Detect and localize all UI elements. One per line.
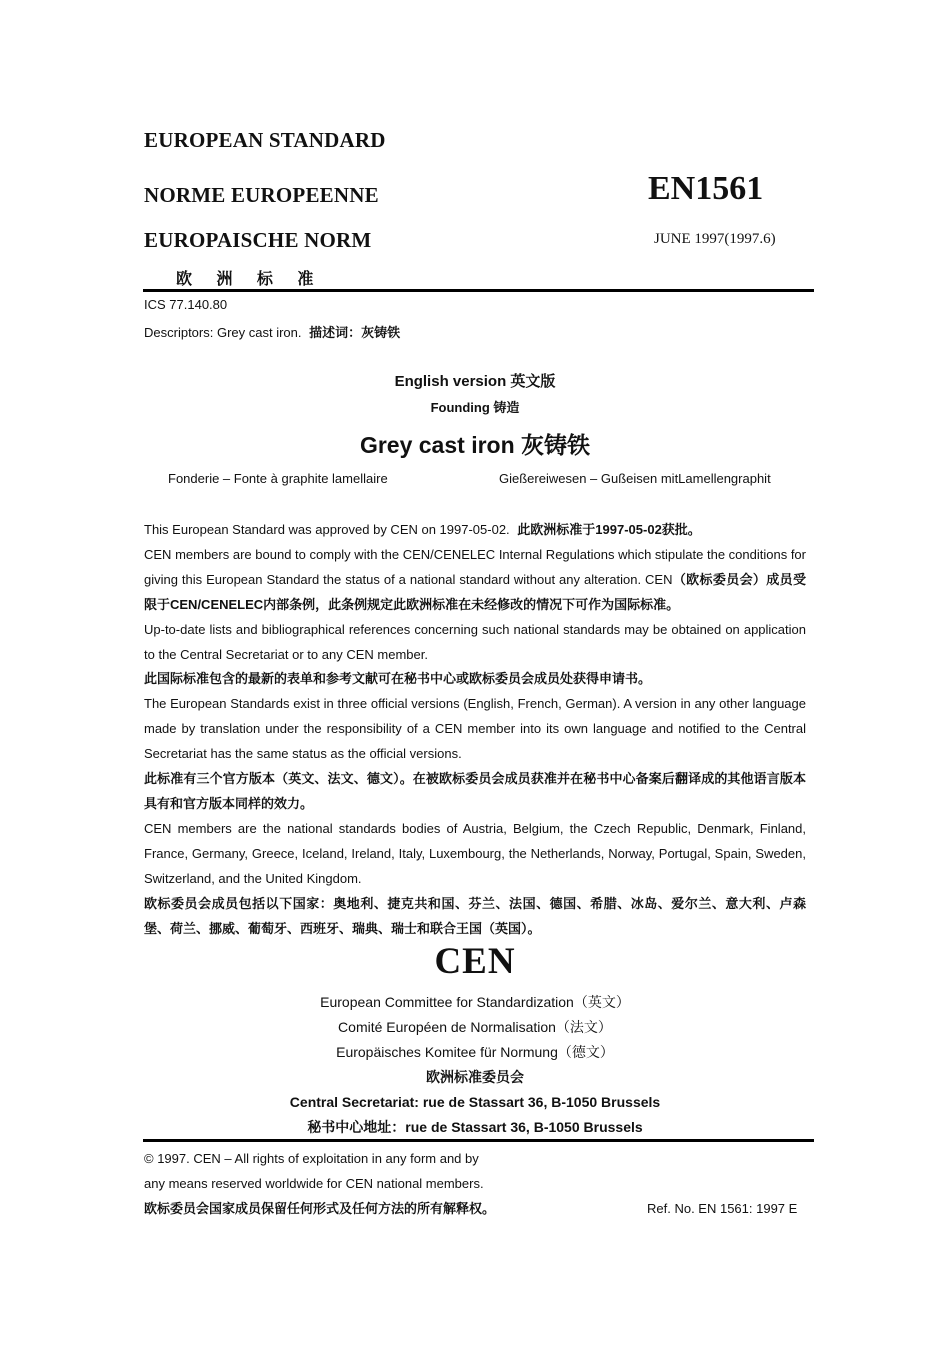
header-chinese-title: 欧 洲 标 准 [176,271,324,288]
cen-name-cn: 欧洲标准委员会 [426,1069,524,1085]
german-title: Gießereiwesen – Gußeisen mitLamellengraphit [499,471,771,486]
versions-paragraph: The European Standards exist in three official versions (English, French, German). A version in any other language made by translation under the responsibility of a CEN member into its own language and notified to the Central Secretariat has the same status as the official versions. [144,696,806,762]
versions-cn: 此标准有三个官方版本（英文、法文、德文）。在被欧标委员会成员获准并在秘书中心备案后翻译成的其他语言版本具有和官方版本同样的效力。 [144,771,806,811]
copyright-line-1: © 1997. CEN – All rights of exploitation in any form and by [144,1151,479,1166]
cen-name-de: Europäisches Komitee für Normung（德文） [336,1044,614,1060]
cen-info [0,990,950,1140]
copyright-line-cn: 欧标委员会国家成员保留任何形式及任何方法的所有解释权。 [144,1201,496,1216]
secretariat-address-en: Central Secretariat: rue de Stassart 36, B-1050 Brussels [289,1094,661,1110]
header-european-standard: EUROPEAN STANDARD [144,128,386,152]
secretariat-address-cn: 秘书中心地址：rue de Stassart 36, B-1050 Brussels [307,1119,643,1135]
members-paragraph: CEN members are the national standards bodies of Austria, Belgium, the Czech Republic, Denmark, Finland, France, Germany, Greece, Iceland, Ireland, Italy, Luxembourg, the Netherlands, Norway, Portugal, Spain, Sweden, Switzerland, and the United Kingdom. [144,820,806,886]
cen-name-en: European Committee for Standardization（英文） [320,994,630,1010]
regulations-cn: （欧标委员会）成员受限于CEN/CENELEC内部条例，此条例规定此欧洲标准在未经修改的情况下可作为国际标准。 [144,571,806,612]
footer-divider [143,1139,814,1142]
descriptors [144,322,400,341]
copyright-line-2: any means reserved worldwide for CEN national members. [144,1176,484,1191]
regulations-paragraph [144,543,806,618]
cen-logo: CEN [434,941,516,982]
ics-code: ICS 77.140.80 [144,297,228,312]
regulations-en: CEN members are bound to comply with the CEN/CENELEC Internal Regulations which stipulate the conditions for giving this European Standard the status of a national standard without any alteration. CEN [144,546,806,587]
approval-paragraph [144,518,806,543]
references-paragraph: Up-to-date lists and bibliographical references concerning such national standards may be obtained on application to the Central Secretariat or to any CEN member. [144,621,806,662]
reference-number: Ref. No. EN 1561: 1997 E [647,1201,798,1216]
body-text [144,518,806,941]
header-europaische-norm: EUROPAISCHE NORM [144,228,372,252]
descriptors-cn: 描述词：灰铸铁 [309,325,401,340]
references-cn: 此国际标准包含的最新的表单和参考文献可在秘书中心或欧标委员会成员处获得申请书。 [144,671,652,687]
cen-name-fr: Comité Européen de Normalisation（法文） [338,1019,612,1035]
header-norme-europeenne: NORME EUROPEENNE [144,183,379,207]
approval-cn: 此欧洲标准于1997-05-02获批。 [517,522,701,537]
descriptors-en: Descriptors: Grey cast iron. [144,325,302,340]
publication-date: JUNE 1997(1997.6) [654,231,776,247]
document-title: Grey cast iron 灰铸铁 [359,432,591,458]
header-divider [143,289,814,292]
document-number: EN1561 [648,170,764,207]
members-cn: 欧标委员会成员包括以下国家：奥地利、捷克共和国、芬兰、法国、德国、希腊、冰岛、爱尔兰、意大利、卢森堡、荷兰、挪威、葡萄牙、西班牙、瑞典、瑞士和联合王国（英国）。 [144,895,806,936]
copyright-notice [144,1146,495,1221]
approval-en: This European Standard was approved by CEN on 1997-05-02. [144,522,510,537]
english-version: English version 英文版 [394,373,556,390]
founding-label: Founding 铸造 [430,400,520,415]
french-title: Fonderie – Fonte à graphite lamellaire [168,471,388,486]
